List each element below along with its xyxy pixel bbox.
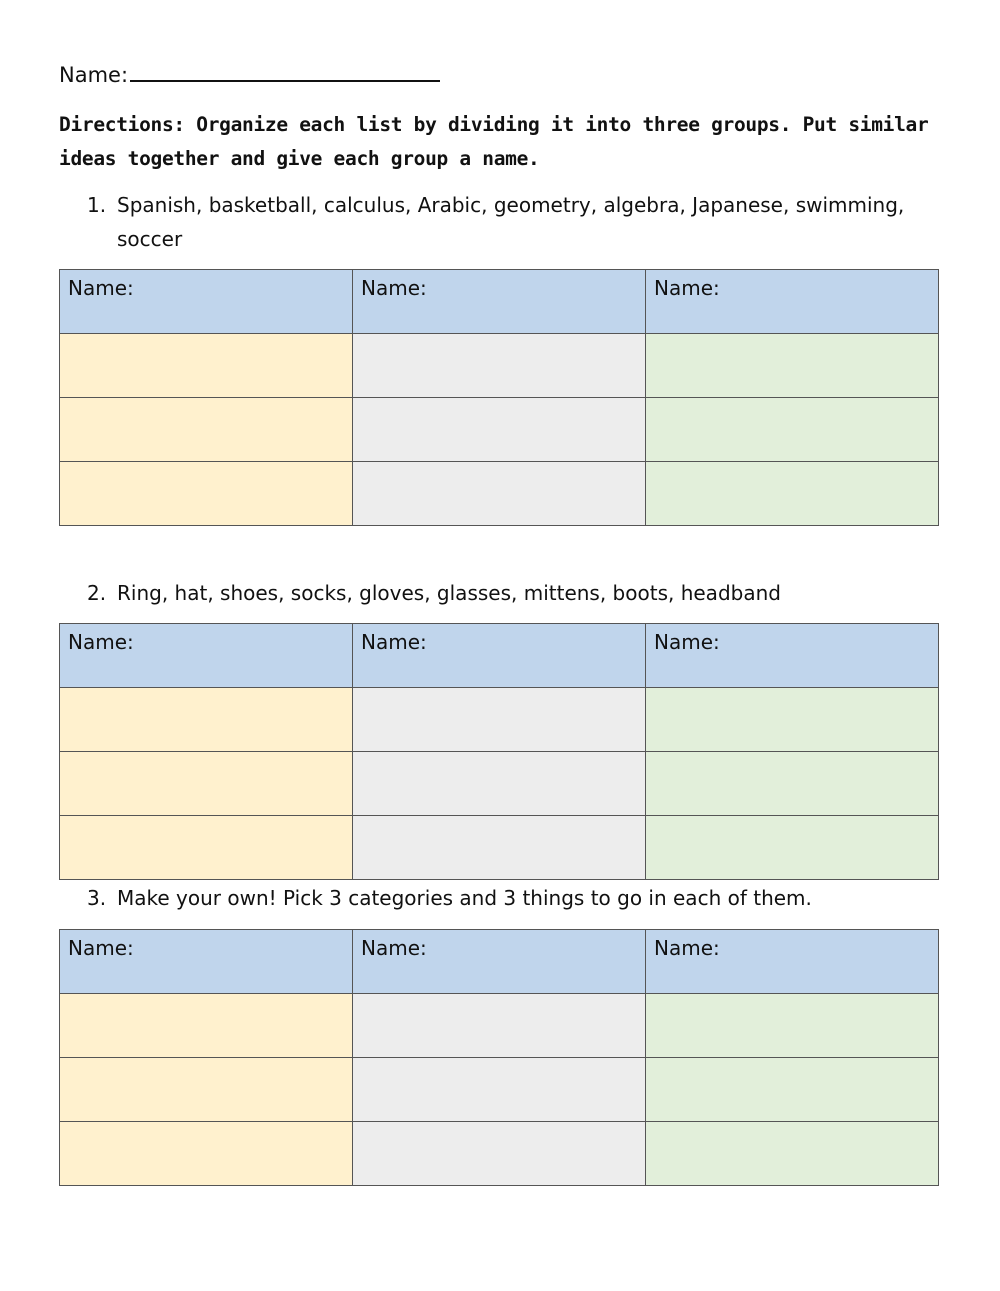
answer-cell[interactable] [646,334,939,398]
answer-cell[interactable] [646,752,939,816]
student-name-blank[interactable] [130,60,440,82]
group-name-cell[interactable]: Name: [353,270,646,334]
answer-cell[interactable] [353,752,646,816]
answer-cell[interactable] [646,816,939,880]
question-text: Make your own! Pick 3 categories and 3 things to go in each of them. [117,886,812,910]
answer-cell[interactable] [60,816,353,880]
directions-text: Directions: Organize each list by dividing it into three groups. Put similar ideas together and give each group a name. [59,113,929,170]
group-name-cell[interactable]: Name: [646,270,939,334]
group-name-cell[interactable]: Name: [60,624,353,688]
question-2 [87,576,947,610]
question-text: Spanish, basketball, calculus, Arabic, geometry, algebra, Japanese, swimming, soccer [117,193,905,251]
answer-cell[interactable] [353,994,646,1058]
answer-cell[interactable] [60,1122,353,1186]
question-1 [87,188,947,256]
answer-cell[interactable] [646,1058,939,1122]
answer-cell[interactable] [60,688,353,752]
group-name-cell[interactable]: Name: [646,930,939,994]
answer-cell[interactable] [646,462,939,526]
answer-cell[interactable] [646,1122,939,1186]
answer-cell[interactable] [60,398,353,462]
answer-cell[interactable] [353,334,646,398]
answer-cell[interactable] [353,398,646,462]
answer-cell[interactable] [60,462,353,526]
student-name-line [59,60,440,87]
answer-cell[interactable] [60,1058,353,1122]
question-text: Ring, hat, shoes, socks, gloves, glasses, mittens, boots, headband [117,581,781,605]
answer-cell[interactable] [353,1122,646,1186]
answer-cell[interactable] [353,462,646,526]
sorting-table-3 [59,929,939,1186]
question-number: 1. [87,193,107,217]
answer-cell[interactable] [60,994,353,1058]
group-name-cell[interactable]: Name: [60,270,353,334]
answer-cell[interactable] [646,688,939,752]
answer-cell[interactable] [646,398,939,462]
answer-cell[interactable] [646,994,939,1058]
answer-cell[interactable] [353,1058,646,1122]
question-number: 2. [87,581,107,605]
student-name-label: Name: [59,63,129,87]
sorting-table-1 [59,269,939,526]
answer-cell[interactable] [60,752,353,816]
question-3 [87,881,947,915]
group-name-cell[interactable]: Name: [60,930,353,994]
group-name-cell[interactable]: Name: [646,624,939,688]
sorting-table-2 [59,623,939,880]
question-number: 3. [87,886,107,910]
group-name-cell[interactable]: Name: [353,624,646,688]
group-name-cell[interactable]: Name: [353,930,646,994]
answer-cell[interactable] [353,688,646,752]
answer-cell[interactable] [353,816,646,880]
answer-cell[interactable] [60,334,353,398]
